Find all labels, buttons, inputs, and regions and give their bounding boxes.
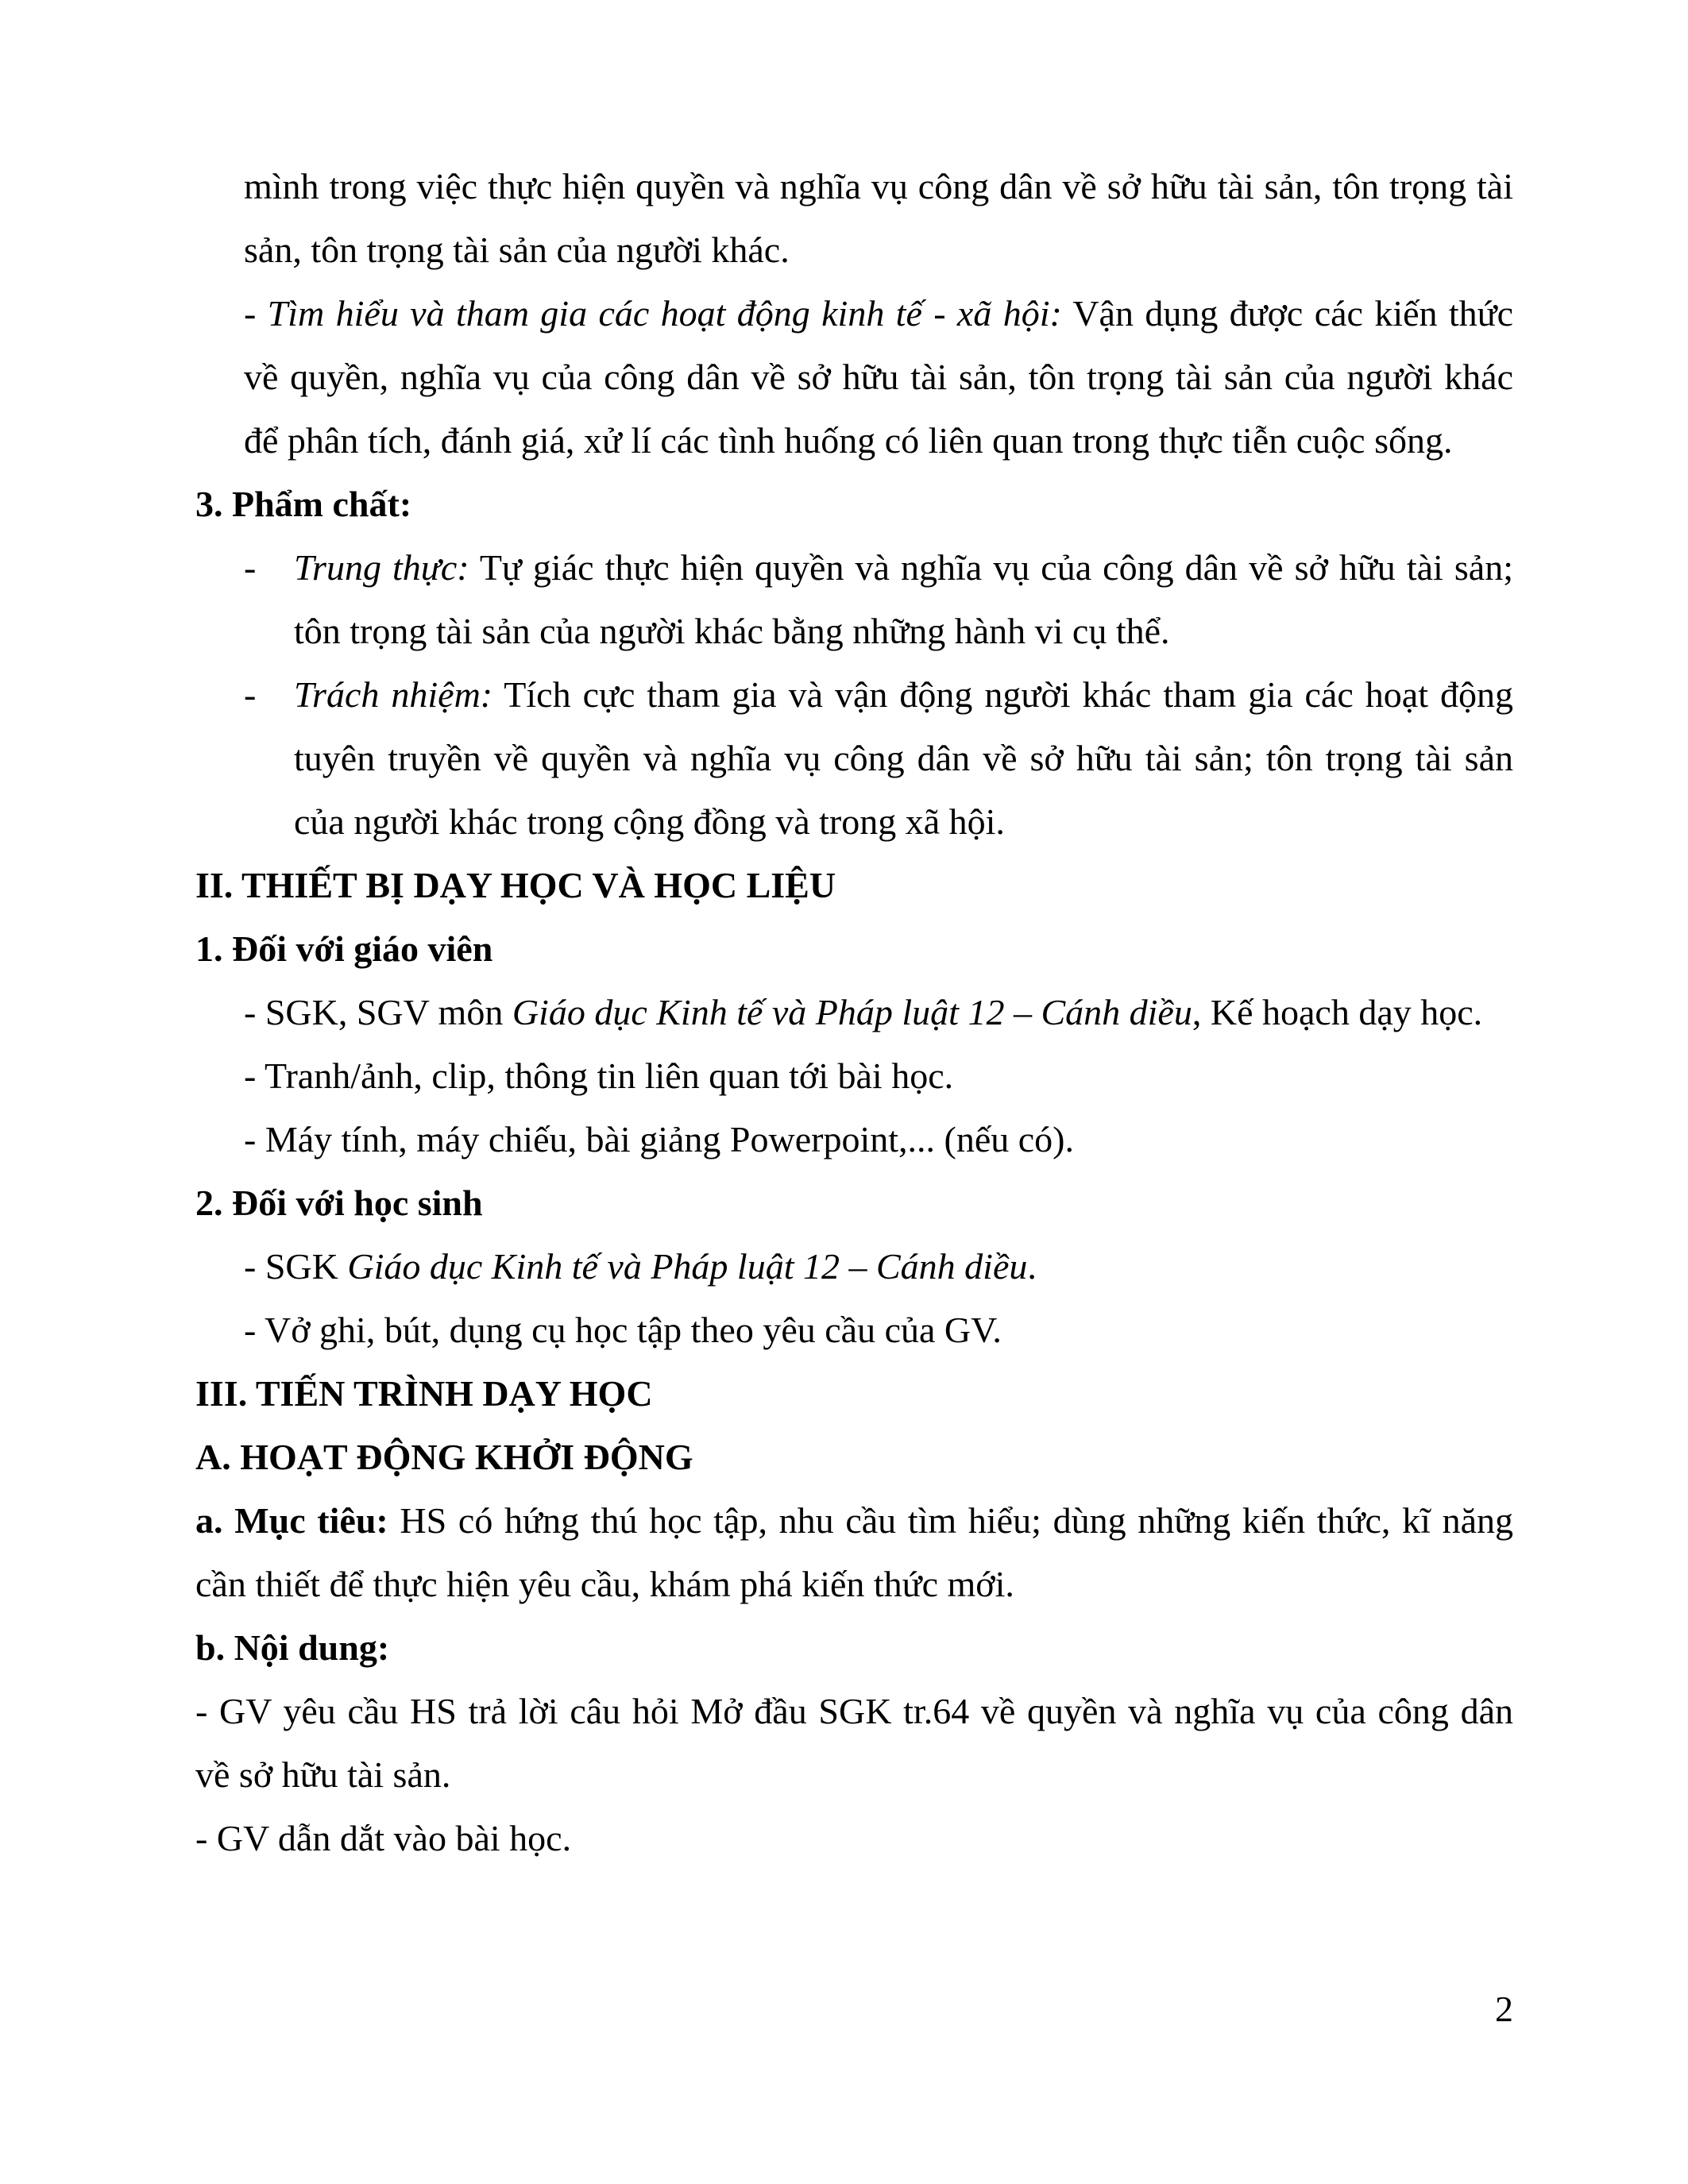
- section-heading: II. THIẾT BỊ DẠY HỌC VÀ HỌC LIỆU: [195, 865, 836, 905]
- text: HS có hứng thú học tập, nhu cầu tìm hiểu; dùng những kiến thức, kĩ năng: [388, 1500, 1513, 1541]
- text: Vận dụng được các kiến thức: [1061, 293, 1513, 334]
- paragraph-line: sản, tôn trọng tài sản của người khác.: [244, 230, 790, 270]
- text: - SGK: [244, 1246, 348, 1287]
- paragraph-line: để phân tích, đánh giá, xử lí các tình huống có liên quan trong thực tiễn cuộc sống.: [244, 420, 1453, 461]
- book-title: Giáo dục Kinh tế và Pháp luật 12 – Cánh diều: [347, 1246, 1028, 1287]
- paragraph-line: mình trong việc thực hiện quyền và nghĩa vụ công dân về sở hữu tài sản, tôn trọng tài: [244, 166, 1513, 206]
- goal-label: a. Mục tiêu:: [195, 1500, 388, 1541]
- list-item-line: tuyên truyền về quyền và nghĩa vụ công dân về sở hữu tài sản; tôn trọng tài sản: [294, 738, 1513, 778]
- paragraph-line: - GV dẫn dắt vào bài học.: [195, 1818, 572, 1858]
- page-number: 2: [1495, 1989, 1513, 2029]
- bullet-dash: -: [244, 547, 257, 588]
- text: , Kế hoạch dạy học.: [1192, 992, 1483, 1032]
- paragraph-line: về quyền, nghĩa vụ của công dân về sở hữu tài sản, tôn trọng tài sản của người khác: [244, 357, 1513, 397]
- italic-term: - Tìm hiểu và tham gia các hoạt động kinh tế - xã hội:: [244, 293, 1062, 334]
- italic-term: Trách nhiệm:: [294, 674, 493, 715]
- activity-heading: A. HOẠT ĐỘNG KHỞI ĐỘNG: [195, 1437, 693, 1477]
- text: Tự giác thực hiện quyền và nghĩa vụ của công dân về sở hữu tài sản;: [469, 547, 1513, 588]
- paragraph-line: [195, 1489, 1513, 1553]
- text: .: [1027, 1246, 1037, 1287]
- list-item-line: [294, 663, 1513, 727]
- list-item-line: - Tranh/ảnh, clip, thông tin liên quan tới bài học.: [244, 1055, 954, 1096]
- paragraph-line: [244, 282, 1513, 345]
- bullet-dash: -: [244, 674, 257, 715]
- text: - SGK, SGV môn: [244, 992, 512, 1032]
- italic-term: Trung thực:: [294, 547, 469, 588]
- paragraph-line: về sở hữu tài sản.: [195, 1754, 451, 1795]
- subsection-heading: 1. Đối với giáo viên: [195, 928, 493, 969]
- list-item-line: - Máy tính, máy chiếu, bài giảng Powerpoint,... (nếu có).: [244, 1119, 1074, 1160]
- list-item-line: [244, 981, 1513, 1044]
- list-item-line: - Vở ghi, bút, dụng cụ học tập theo yêu cầu của GV.: [244, 1310, 1002, 1350]
- list-item-line: [244, 1235, 1513, 1298]
- subsection-heading: 2. Đối với học sinh: [195, 1183, 483, 1223]
- content-label: b. Nội dung:: [195, 1627, 390, 1668]
- list-item-line: của người khác trong cộng đồng và trong xã hội.: [294, 801, 1005, 842]
- book-title: Giáo dục Kinh tế và Pháp luật 12 – Cánh diều: [512, 992, 1192, 1032]
- paragraph-line: - GV yêu cầu HS trả lời câu hỏi Mở đầu SGK tr.64 về quyền và nghĩa vụ của công dân: [195, 1691, 1513, 1731]
- text: Tích cực tham gia và vận động người khác tham gia các hoạt động: [492, 674, 1513, 715]
- section-heading: III. TIẾN TRÌNH DẠY HỌC: [195, 1373, 653, 1414]
- list-item-line: [294, 536, 1513, 600]
- section-heading: 3. Phẩm chất:: [195, 484, 412, 524]
- list-item-line: tôn trọng tài sản của người khác bằng những hành vi cụ thể.: [294, 611, 1170, 651]
- paragraph-line: cần thiết để thực hiện yêu cầu, khám phá kiến thức mới.: [195, 1564, 1014, 1604]
